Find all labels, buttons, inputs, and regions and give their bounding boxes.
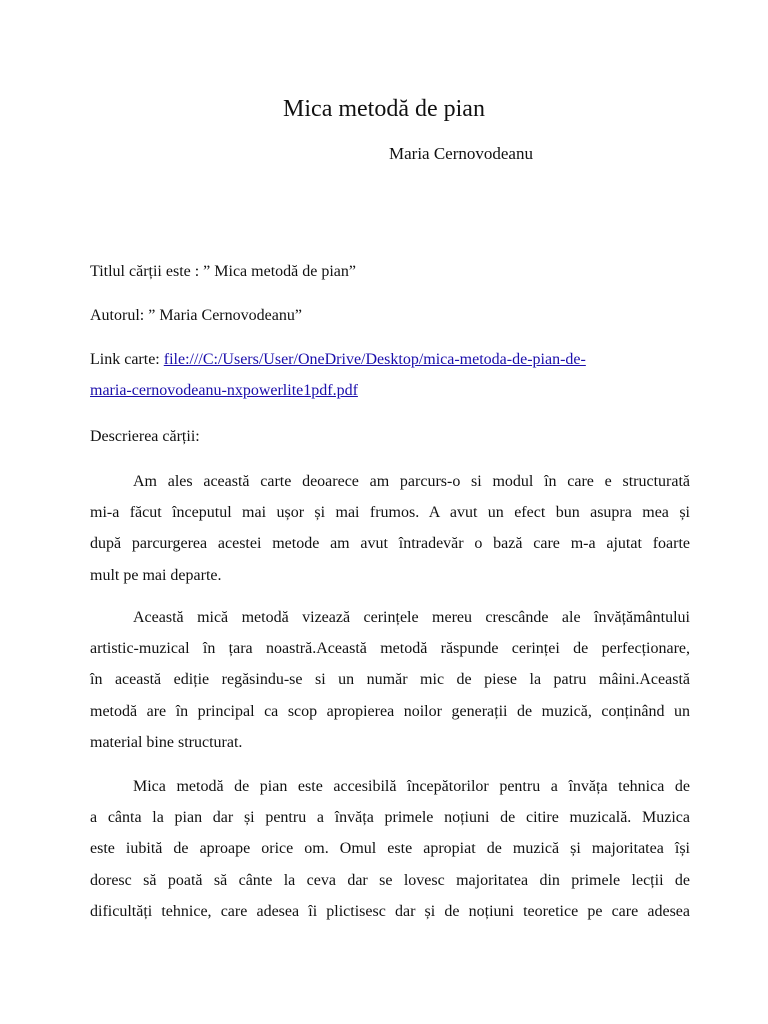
paragraph-line: mi-a făcut începutul mai ușor și mai frumos. A avut un efect bun asupra mea și	[90, 504, 690, 522]
paragraph-line: metodă are în principal ca scop apropierea noilor generații de muzică, conținând un	[90, 702, 690, 720]
paragraph-1	[90, 466, 690, 591]
link-line-continued	[90, 381, 358, 401]
paragraph-line: mult pe mai departe.	[90, 566, 222, 584]
paragraph-line: material bine structurat.	[90, 733, 243, 751]
paragraph-line: dificultăți tehnice, care adesea îi plictisesc dar și de noțiuni teoretice pe care adesea	[90, 902, 690, 920]
link-line	[90, 350, 586, 370]
paragraph-line: doresc să poată să cânte la ceva dar se lovesc majoritatea din primele lecții de	[90, 871, 690, 889]
paragraph-line: artistic-muzical în țara noastră.Această metodă răspunde cerinței de perfecționare,	[90, 640, 690, 658]
paragraph-line: Această mică metodă vizează cerințele mereu crescânde ale învățământului	[133, 609, 690, 626]
paragraph-line: este iubită de aproape orice om. Omul este apropiat de muzică și majoritatea își	[90, 840, 690, 858]
paragraph-line: după parcurgerea acestei metode am avut întradevăr o bază care m-a ajutat foarte	[90, 535, 690, 553]
description-label: Descrierea cărții:	[90, 428, 200, 445]
paragraph-line: a cânta la pian dar și pentru a învăța primele noțiuni de citire muzicală. Muzica	[90, 809, 690, 827]
document-title: Mica metodă de pian	[283, 96, 485, 122]
paragraph-line: Am ales această carte deoarece am parcurs-o si modul în care e structurată	[133, 473, 690, 490]
author-line: Autorul: ” Maria Cernovodeanu”	[90, 307, 302, 324]
paragraph-3	[90, 771, 690, 927]
book-link-continued[interactable]: maria-cernovodeanu-nxpowerlite1pdf.pdf	[90, 382, 358, 399]
book-title-line: Titlul cărții este : ” Mica metodă de pian”	[90, 263, 356, 280]
paragraph-line: în această ediție regăsindu-se si un număr mic de piese la patru mâini.Această	[90, 671, 690, 689]
document-author: Maria Cernovodeanu	[389, 144, 533, 163]
paragraph-2	[90, 602, 690, 758]
paragraph-line: Mica metodă de pian este accesibilă începătorilor pentru a învăța tehnica de	[133, 778, 690, 795]
book-link[interactable]: file:///C:/Users/User/OneDrive/Desktop/mica-metoda-de-pian-de-	[163, 351, 586, 368]
link-label: Link carte:	[90, 351, 164, 368]
